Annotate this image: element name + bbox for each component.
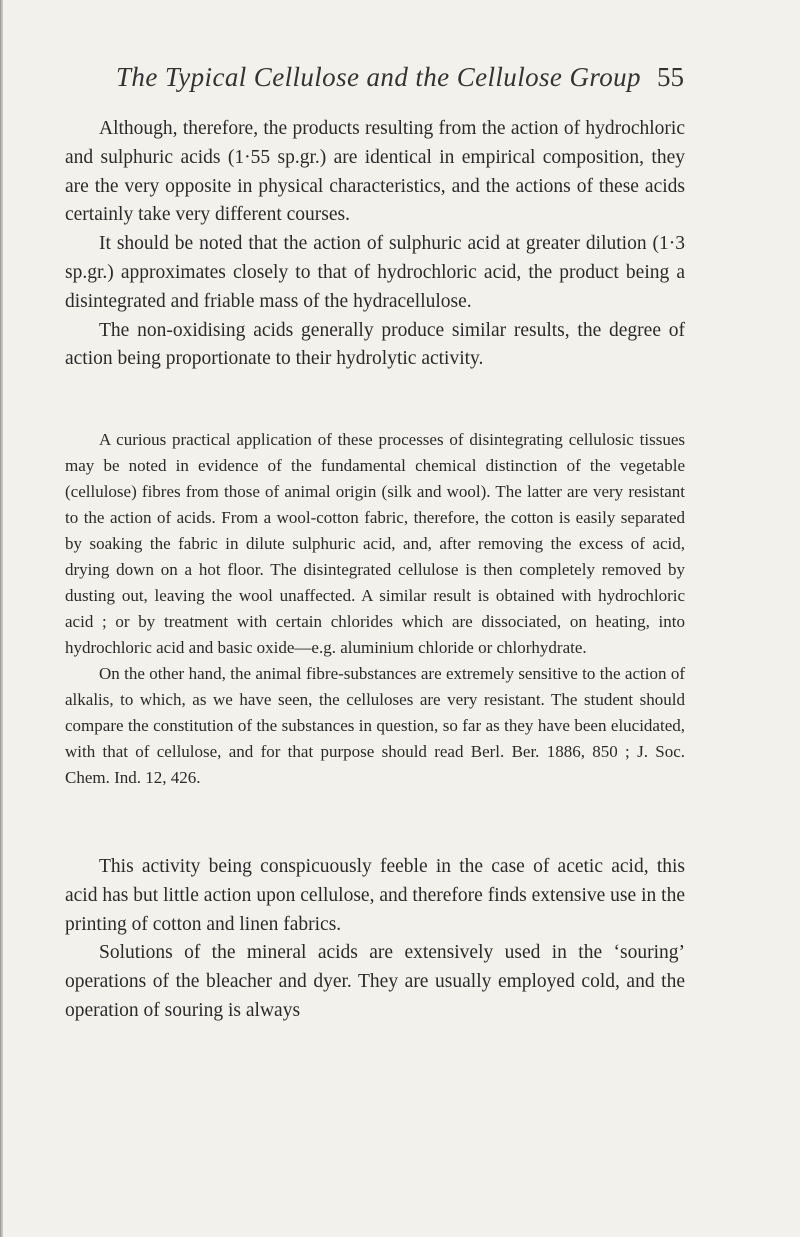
running-title: The Typical Cellulose and the Cellulose Group <box>116 62 641 92</box>
paragraph: Although, therefore, the products resulting from the action of hydrochloric and sulphuric acids (1·55 sp.gr.) are identical in empirical composition, they are the very opposite in physical characteristics, and the actions of these acids certainly take very different courses. <box>65 118 685 226</box>
paragraph: On the other hand, the animal fibre-substances are extremely sensitive to the action of alkalis, to which, as we have seen, the celluloses are very resistant. The student should compare the constitution of the substances in question, so far as they have been elucidated, with that of cellulose, and for that purpose should read Berl. Ber. 1886, 850 ; J. Soc. Chem. Ind. 12, 426. <box>65 664 685 787</box>
paragraph: This activity being conspicuously feeble in the case of acetic acid, this acid has but little action upon cellulose, and therefore finds extensive use in the printing of cotton and linen fabrics. <box>65 856 685 935</box>
body-block-1 <box>65 115 685 374</box>
page-edge-shadow <box>0 0 3 1237</box>
body-block-3 <box>65 853 685 1026</box>
paragraph: Solutions of the mineral acids are extensively used in the ‘souring’ operations of the bleacher and dyer. They are usually employed cold, and the operation of souring is always <box>65 942 685 1021</box>
paragraph: The non-oxidising acids generally produce similar results, the degree of action being proportionate to their hydrolytic activity. <box>65 319 685 370</box>
running-header <box>116 62 684 102</box>
paragraph: It should be noted that the action of sulphuric acid at greater dilution (1·3 sp.gr.) approximates closely to that of hydrochloric acid, the product being a disintegrated and friable mass of the hydracellulose. <box>65 233 685 312</box>
body-block-2 <box>65 427 685 791</box>
paragraph: A curious practical application of these processes of disintegrating cellulosic tissues may be noted in evidence of the fundamental chemical distinction of the vegetable (cellulose) fibres from those of animal origin (silk and wool). The latter are very resistant to the action of acids. From a wool-cotton fabric, therefore, the cotton is easily separated by soaking the fabric in dilute sulphuric acid, and, after removing the excess of acid, drying down on a hot floor. The disintegrated cellulose is then completely removed by dusting out, leaving the wool unaffected. A similar result is obtained with hydrochloric acid ; or by treatment with certain chlorides which are dissociated, on heating, into hydrochloric acid and basic oxide—e.g. aluminium chloride or chlorhydrate. <box>65 430 685 657</box>
page-number: 55 <box>657 62 684 92</box>
